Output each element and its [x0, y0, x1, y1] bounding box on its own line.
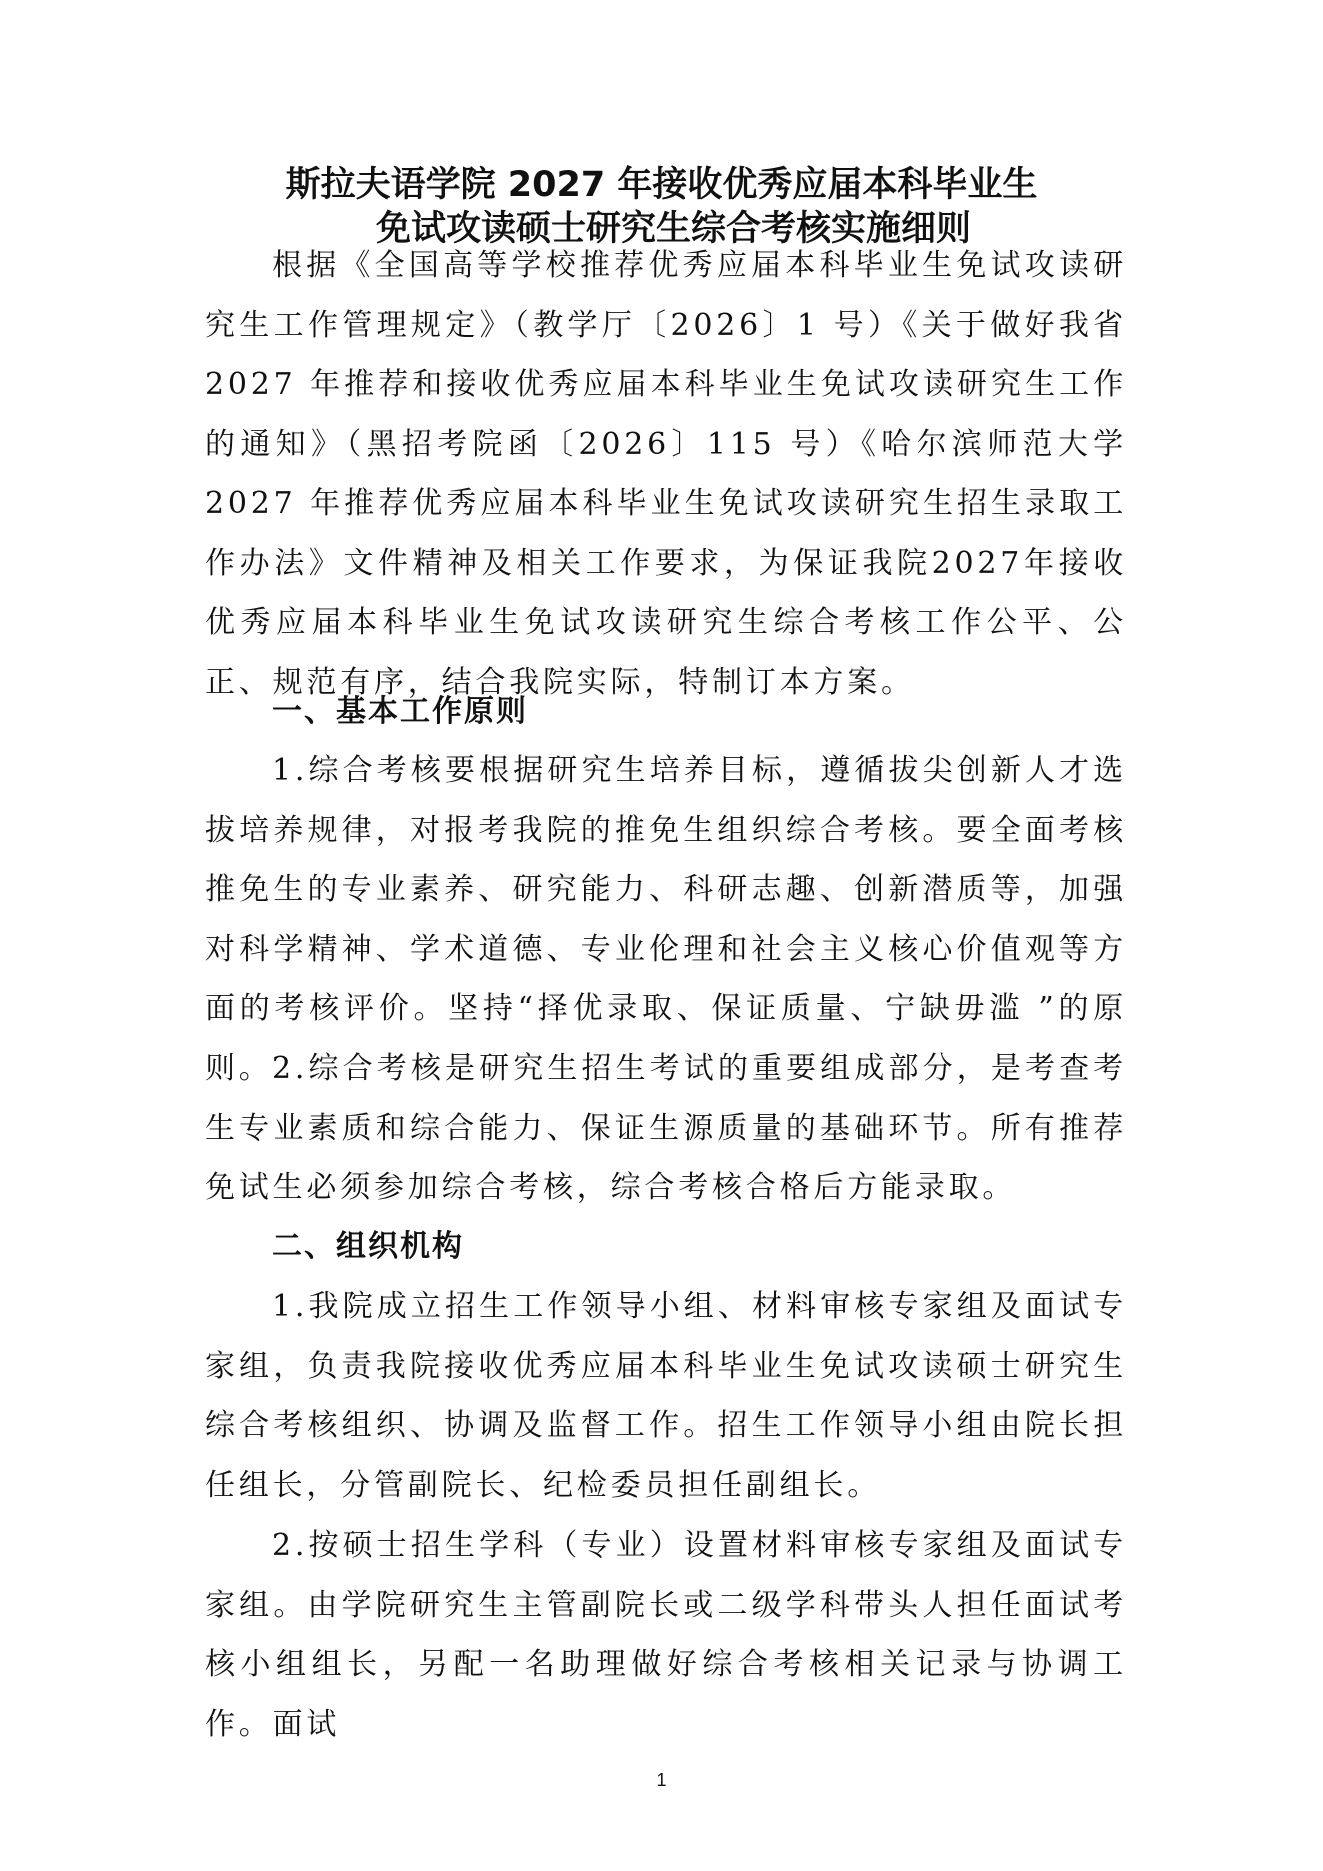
- document-title-line-1: 斯拉夫语学院 2027 年接收优秀应届本科毕业生: [285, 165, 1038, 205]
- organization-item-1: 1.我院成立招生工作领导小组、材料审核专家组及面试专家组，负责我院接收优秀应届本科毕业生免试攻读硕士研究生综合考核组织、协调及监督工作。招生工作领导小组由院长担任组长，分管副院长、纪检委员担任副组长。: [205, 1289, 1127, 1503]
- principles-item-1: 1.综合考核要根据研究生培养目标，遵循拔尖创新人才选拔培养规律，对报考我院的推免生组织综合考核。要全面考核推免生的专业素养、研究能力、科研志趣、创新潜质等，加强对科学精神、学术道德、专业伦理和社会主义核心价值观等方面的考核评价。坚持“择优录取、保证质量、宁缺毋滥 ”的原则。: [205, 753, 1127, 1086]
- document-title-line-2: 免试攻读硕士研究生综合考核实施细则: [375, 209, 971, 249]
- section-heading-principles: 一、基本工作原则: [272, 694, 528, 729]
- intro-paragraph: 根据《全国高等学校推荐优秀应届本科毕业生免试攻读研究生工作管理规定》（教学厅〔2026〕1 号）《关于做好我省 2027 年推荐和接收优秀应届本科毕业生免试攻读研究生工作的通知》（黑招考院函〔2026〕115 号）《哈尔滨师范大学2027 年推荐优秀应届本科毕业生免试攻读研究生招生录取工作办法》文件精神及相关工作要求，为保证我院2027年接收优秀应届本科毕业生免试攻读研究生综合考核工作公平、公正、规范有序，结合我院实际，特制订本方案。: [205, 248, 1127, 700]
- section-heading-organization: 二、组织机构: [272, 1229, 464, 1264]
- page-number: 1: [656, 1770, 667, 1790]
- organization-item-2: 2.按硕士招生学科（专业）设置材料审核专家组及面试专家组。由学院研究生主管副院长或二级学科带头人担任面试考核小组组长，另配一名助理做好综合考核相关记录与协调工作。面试: [205, 1528, 1127, 1742]
- principles-item-2: 2.综合考核是研究生招生考试的重要组成部分，是考查考生专业素质和综合能力、保证生源质量的基础环节。所有推荐免试生必须参加综合考核，综合考核合格后方能录取。: [205, 1051, 1127, 1205]
